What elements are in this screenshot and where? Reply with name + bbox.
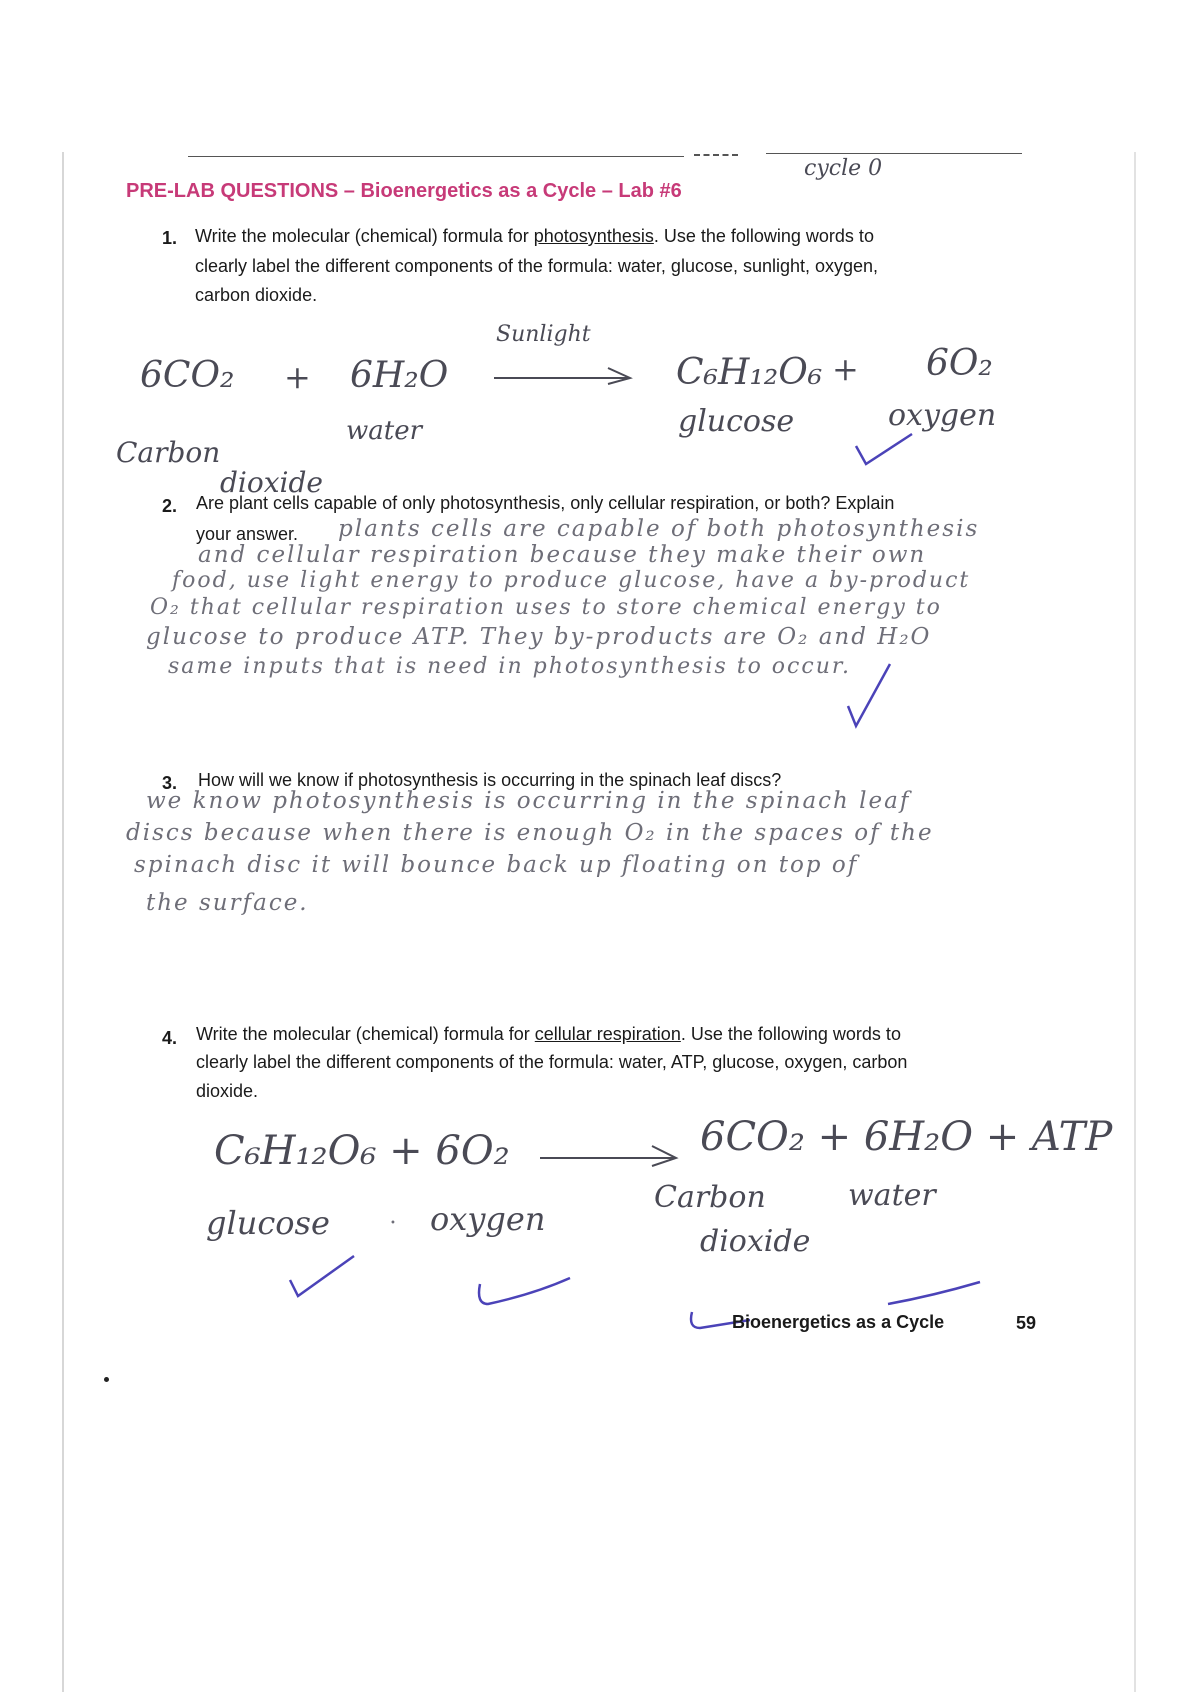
q1-label-water: water [346,416,423,446]
q4-arrow [536,1140,686,1170]
q3-answer-line: we know photosynthesis is occurring in the spinach leaf [146,788,911,814]
q4-check-glucose-icon [286,1250,358,1300]
q4-label-water: water [848,1178,936,1213]
q3-text: How will we know if photosynthesis is occurring in the spinach leaf discs? [198,770,782,790]
q2-answer-line: and cellular respiration because they make their own [198,542,927,568]
q1-reactant-co2: 6CO₂ [140,355,235,396]
q2-answer-line: same inputs that is need in photosynthesis to occur. [168,654,851,679]
q1-arrow [490,362,640,386]
q1-line2: clearly label the different components of the formula: water, glucose, sunlight, oxygen, [195,256,879,276]
q2-answer-line: O₂ that cellular respiration uses to store chemical energy to [150,595,942,620]
q3-number: 3. [162,773,178,793]
date-line [766,153,1022,154]
q1-label-carbon: Carbon [116,436,221,469]
q4-products: 6CO₂ + 6H₂O + ATP [700,1114,1113,1160]
paper-edge-left [62,152,64,1692]
q4-check-oxygen-icon [474,1270,574,1314]
q1-arrow-label: Sunlight [496,322,591,347]
q2-line1: Are plant cells capable of only photosynthesis, only cellular respiration, or both? Explain [196,493,895,513]
footer-title: Bioenergetics as a Cycle [732,1312,945,1332]
page-title: PRE-LAB QUESTIONS – Bioenergetics as a Cycle – Lab #6 [126,180,682,202]
q4-label-dioxide: dioxide [700,1224,811,1259]
q4-line2: clearly label the different components of the formula: water, ATP, glucose, oxygen, carbon [196,1052,908,1072]
q1-check-icon [852,430,916,470]
q1-line1: Write the molecular (chemical) formula for photosynthesis. Use the following words to [195,226,874,246]
q1-product-glucose: C₆H₁₂O₆ [676,352,823,393]
q3-answer-line: spinach disc it will bounce back up floating on top of [134,852,859,878]
dash-line [694,154,738,156]
page-number: 59 [1016,1313,1037,1333]
q2-answer-line: food, use light energy to produce glucose, have a by-product [172,568,971,593]
q4-check-water-icon [884,1276,984,1310]
q4-line3: dioxide. [196,1081,259,1101]
q2-number: 2. [162,496,178,516]
q1-label-glucose: glucose [678,404,795,439]
q1-reactant-h2o: 6H₂O [350,355,449,396]
q1-underlined-term: photosynthesis [533,226,654,246]
q4-line1: Write the molecular (chemical) formula for cellular respiration. Use the following words to [196,1024,901,1044]
q4-dot: • [390,1218,396,1229]
q1-plus-2: + [832,350,859,388]
q4-number: 4. [162,1028,178,1048]
q1-line3: carbon dioxide. [195,285,318,305]
q2-answer-line: plants cells are capable of both photosynthesis [338,516,980,542]
q1-product-oxygen: 6O₂ [926,343,993,384]
q1-plus-1: + [284,358,311,396]
q1-label-oxygen: oxygen [888,398,997,433]
q4-label-carbon: Carbon [654,1180,766,1215]
q4-label-oxygen: oxygen [430,1200,546,1238]
q4-underlined-term: cellular respiration [534,1024,681,1044]
q1-number: 1. [162,228,178,248]
q4-label-glucose: glucose [206,1204,330,1242]
q2-answer-line: glucose to produce ATP. They by-products are O₂ and H₂O [146,624,932,650]
q3-answer-line: the surface. [146,890,309,916]
q3-answer-line: discs because when there is enough O₂ in the spaces of the [126,820,934,846]
name-line [188,156,684,157]
q1-label-dioxide: dioxide [220,466,323,499]
handwritten-corner-note: cycle 0 [804,156,883,181]
paper-edge-right [1134,152,1136,1692]
stray-mark [104,1377,109,1382]
q2-line2: your answer. [196,524,299,544]
q2-check-icon [844,660,894,730]
q4-reactants: C₆H₁₂O₆ + 6O₂ [214,1128,510,1174]
